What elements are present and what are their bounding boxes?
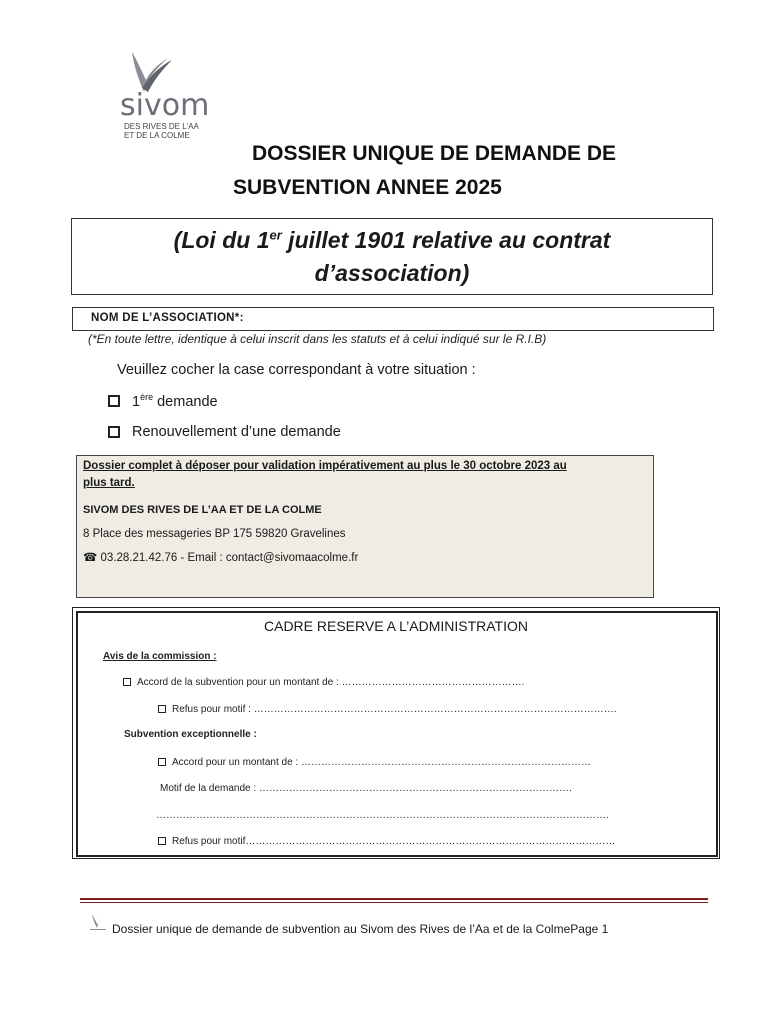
renewal-option[interactable] [108,424,341,440]
grant-approval-text: Accord de la subvention pour un montant de : ………………………………………………. [137,677,525,688]
logo-wordmark: sivom [120,88,210,123]
sivom-logo [112,48,232,140]
deadline-line2: plus tard. [83,477,135,489]
association-name-field[interactable] [72,307,714,331]
organization-address: 8 Place des messageries BP 175 59820 Gravelines [83,528,346,540]
exceptional-approval-checkbox[interactable] [158,758,166,766]
first-request-checkbox[interactable] [108,395,120,407]
first-request-option[interactable] [108,392,218,410]
refusal-line-2 [158,836,615,847]
footer-divider [80,898,708,900]
association-name-label: NOM DE L’ASSOCIATION*: [91,312,244,324]
law-reference-line2: d’association) [314,260,470,286]
organization-name: SIVOM DES RIVES DE L’AA ET DE LA COLME [83,504,322,516]
refusal-checkbox-1[interactable] [158,705,166,713]
telephone-icon: ☎ [83,552,98,564]
footer-divider-thin [80,902,708,903]
logo-subtitle-2: ET DE LA COLME [124,131,190,140]
document-title-line1: DOSSIER UNIQUE DE DEMANDE DE [252,142,617,165]
admin-frame-title: CADRE RESERVE A L’ADMINISTRATION [264,618,528,634]
refusal-text-1: Refus pour motif : ………………………………………………………………………………………………. [172,704,617,715]
exceptional-approval-line [158,757,591,768]
first-request-label: 1ère demande [132,392,218,410]
renewal-checkbox[interactable] [108,426,120,438]
exceptional-approval-text: Accord pour un montant de : …………………………………………………………………………… [172,757,591,768]
grant-approval-line [123,677,524,688]
commission-opinion-label: Avis de la commission : [103,651,217,662]
association-name-note: (*En toute lettre, identique à celui inscrit dans les statuts et à celui indiqué sur le R.I.B) [88,332,547,346]
dotted-line: ………………………………………………………………………………………………………………………. [156,810,609,821]
law-reference-line1: (Loi du 1er juillet 1901 relative au contrat [173,227,611,253]
refusal-line-1 [158,704,616,715]
contact-line [83,550,358,564]
document-title-line2: SUBVENTION ANNEE 2025 [233,176,502,199]
grant-approval-checkbox[interactable] [123,678,131,686]
footer-logo-icon [87,912,109,932]
request-reason-line: Motif de la demande : …………………………………………………………………………………. [160,783,572,794]
footer-text: Dossier unique de demande de subvention au Sivom des Rives de l’Aa et de la ColmePage 1 [112,922,609,936]
submission-info-box [76,455,654,598]
admin-frame [76,611,718,857]
renewal-label: Renouvellement d’une demande [132,424,341,440]
logo-subtitle-1: DES RIVES DE L'AA [124,122,199,131]
situation-instruction: Veuillez cocher la case correspondant à votre situation : [117,362,476,378]
refusal-text-2: Refus pour motif………………………………………………………………………………………………… [172,836,616,847]
refusal-checkbox-2[interactable] [158,837,166,845]
exceptional-grant-label: Subvention exceptionnelle : [124,729,257,740]
contact-details: 03.28.21.42.76 - Email : contact@sivomaacolme.fr [100,552,359,564]
deadline-line1: Dossier complet à déposer pour validation impérativement au plus le 30 octobre 2023 au [83,460,567,472]
law-reference-box [71,218,713,295]
